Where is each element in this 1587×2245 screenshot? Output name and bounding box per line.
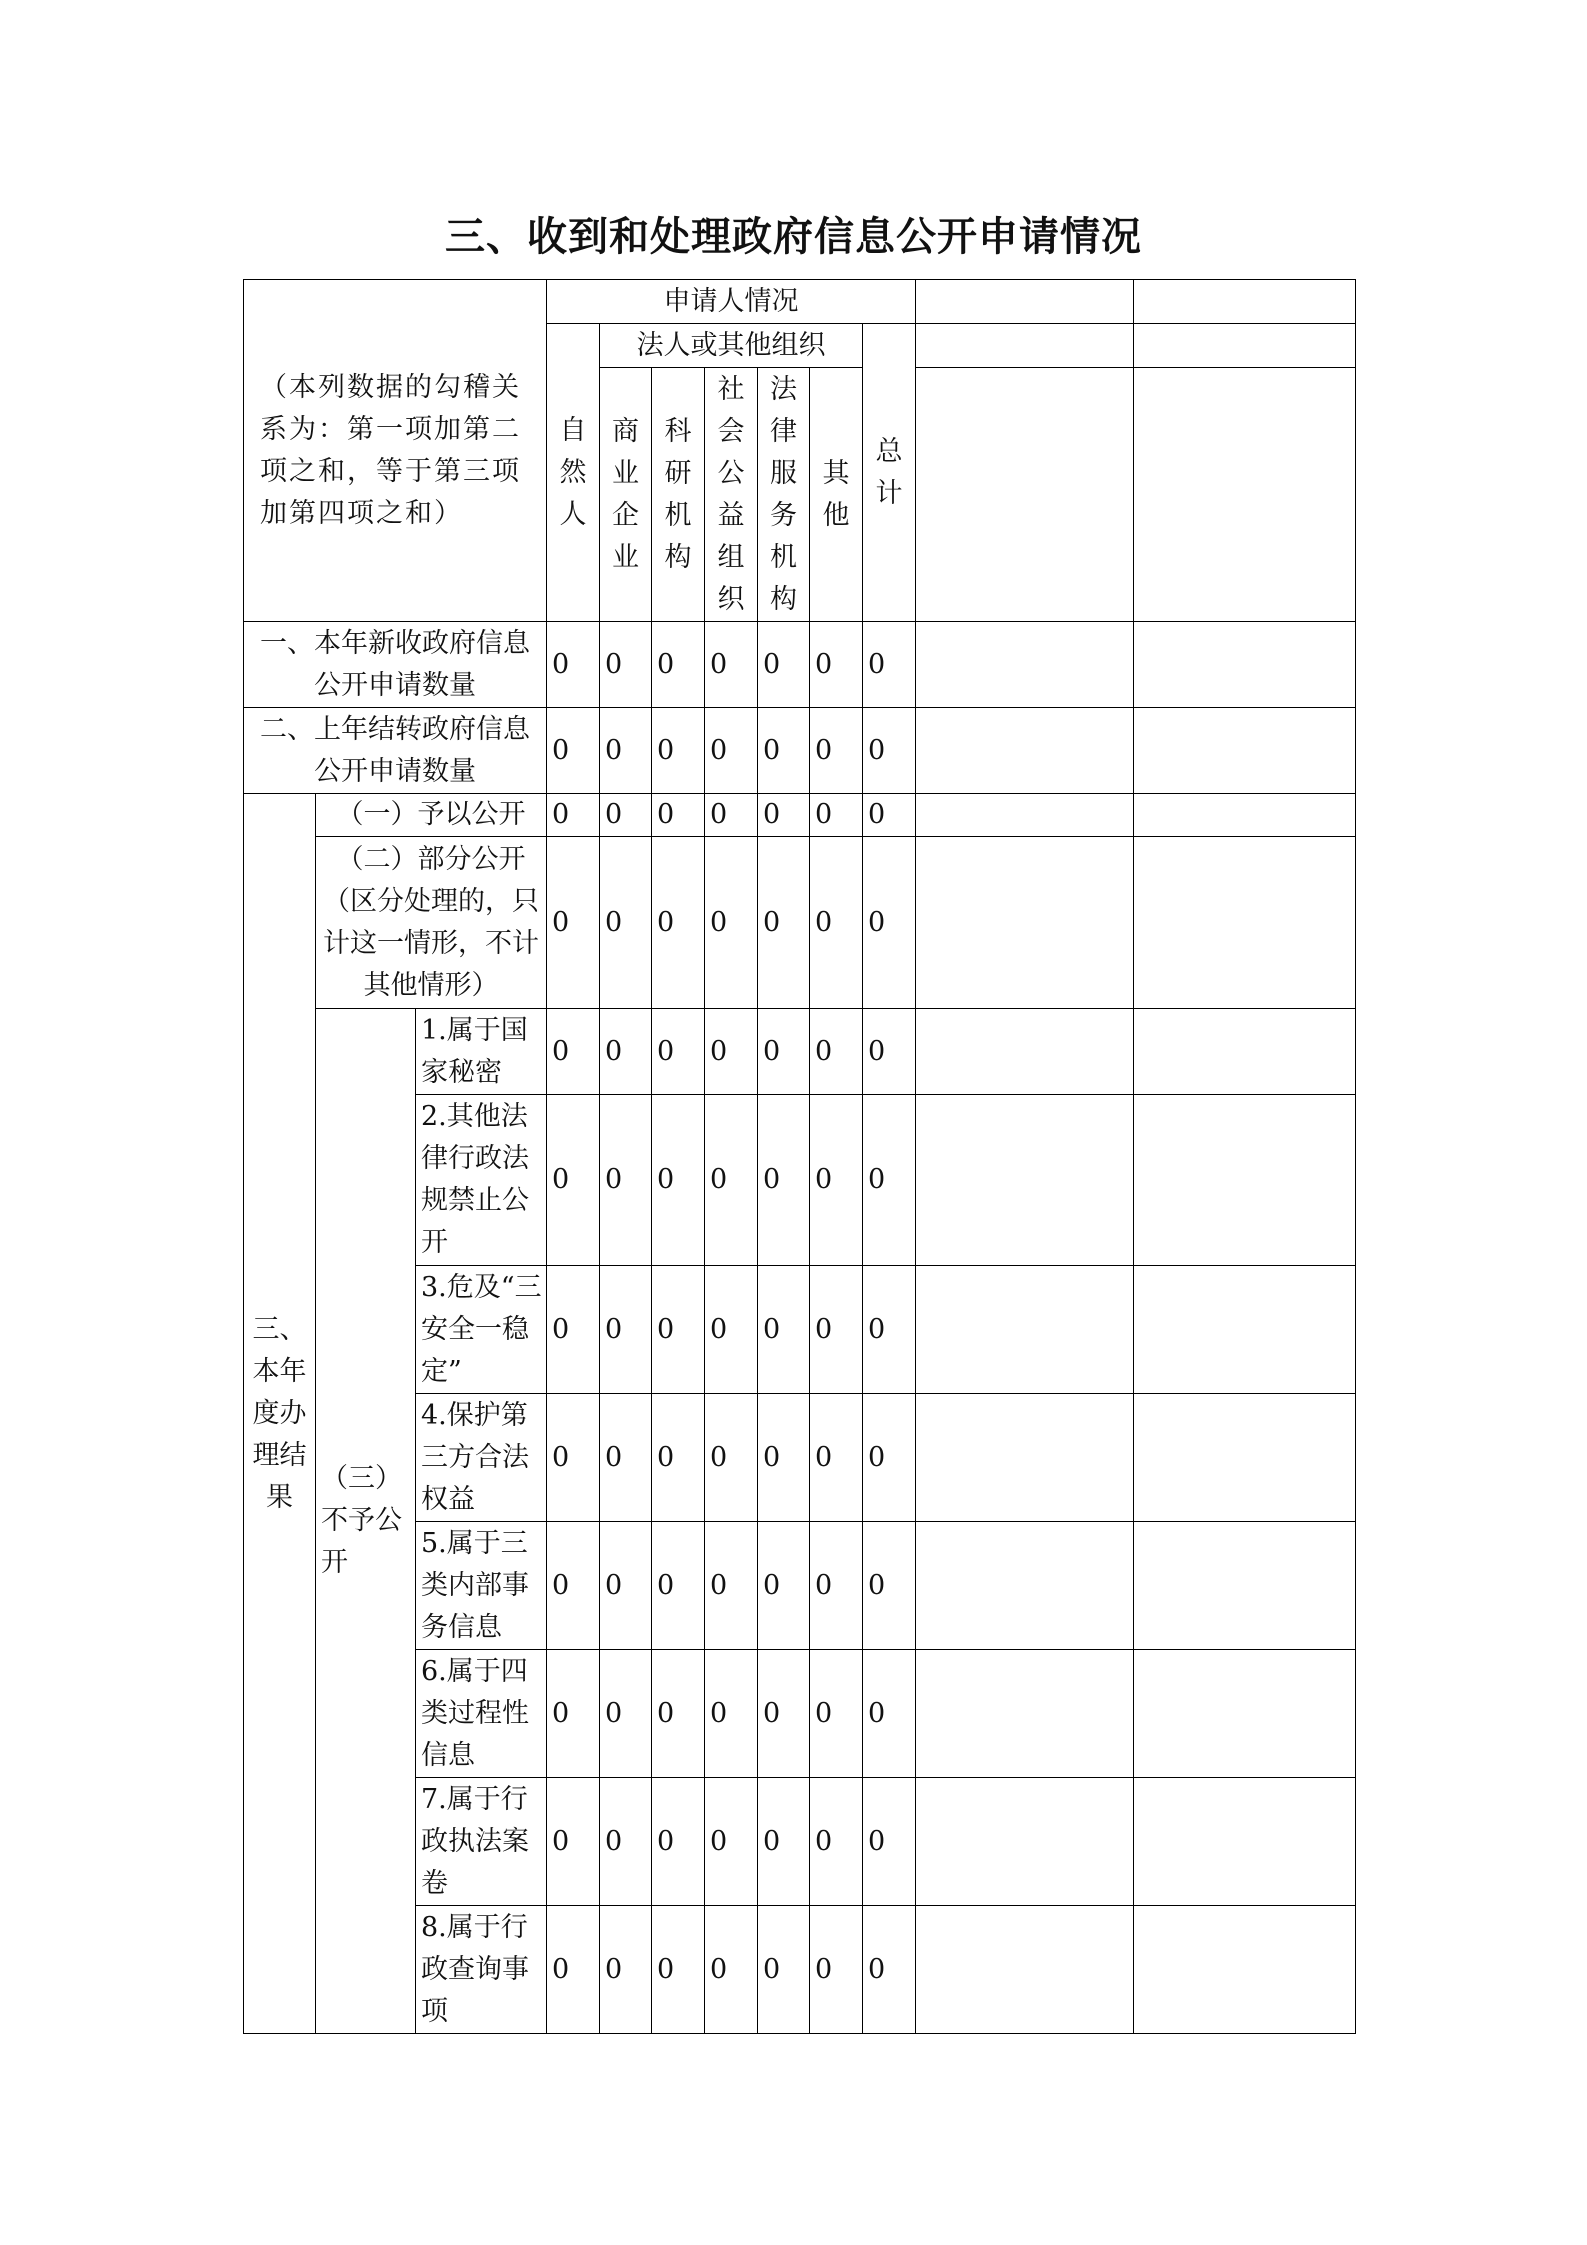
stacked-text-segment: 公 (717, 457, 745, 489)
stacked-text-segment: 益 (717, 499, 745, 531)
row-label-disclose: （一）予以公开 (316, 794, 547, 837)
value-cell: 0 (600, 1522, 652, 1650)
stacked-text-segment: （三） (321, 1463, 402, 1494)
header-total (863, 324, 916, 622)
stacked-text-segment: 律 (770, 415, 798, 447)
value-cell: 0 (652, 622, 705, 708)
value-cell: 0 (600, 794, 652, 837)
value-cell: 0 (600, 1394, 652, 1522)
value-cell: 0 (758, 1650, 810, 1778)
blank-cell (1134, 794, 1356, 837)
blank-cell (916, 837, 1134, 1009)
value-cell: 0 (863, 794, 916, 837)
blank-cell (1134, 1009, 1356, 1095)
row-label-section3 (244, 794, 316, 2034)
header-blank-cell (916, 368, 1134, 622)
value-cell: 0 (547, 708, 600, 794)
row-label-item: 8.属于行政查询事项 (416, 1906, 547, 2034)
value-cell: 0 (652, 1650, 705, 1778)
blank-cell (916, 708, 1134, 794)
value-cell: 0 (758, 1906, 810, 2034)
value-cell: 0 (652, 837, 705, 1009)
value-cell: 0 (758, 837, 810, 1009)
row-label-item: 2.其他法律行政法规禁止公开 (416, 1095, 547, 1266)
value-cell: 0 (758, 622, 810, 708)
value-cell: 0 (810, 1778, 863, 1906)
blank-cell (916, 1522, 1134, 1650)
value-cell: 0 (600, 1266, 652, 1394)
value-cell: 0 (758, 1266, 810, 1394)
header-blank-cell (916, 324, 1134, 368)
value-cell: 0 (547, 1095, 600, 1266)
stacked-text-segment: 总 (875, 435, 903, 467)
value-cell: 0 (863, 708, 916, 794)
stacked-text-segment: 织 (717, 583, 745, 615)
blank-cell (916, 1009, 1134, 1095)
stacked-text-segment: 理结 (252, 1439, 307, 1471)
header-legal-entity-group: 法人或其他组织 (600, 324, 863, 368)
value-cell: 0 (652, 1095, 705, 1266)
value-cell: 0 (863, 1778, 916, 1906)
table-row (244, 1009, 1356, 1095)
value-cell: 0 (810, 622, 863, 708)
blank-cell (1134, 1095, 1356, 1266)
value-cell: 0 (652, 1009, 705, 1095)
value-cell: 0 (652, 794, 705, 837)
stacked-text-segment: 组 (717, 541, 745, 573)
row-label-item: 3.危及“三安全一稳定” (416, 1266, 547, 1394)
header-social-welfare (705, 368, 758, 622)
row-label-carried-over: 二、上年结转政府信息公开申请数量 (244, 708, 547, 794)
row-label-not-disclose (316, 1009, 416, 2034)
stacked-text-segment: 开 (321, 1547, 348, 1578)
value-cell: 0 (810, 1522, 863, 1650)
value-cell: 0 (705, 1650, 758, 1778)
value-cell: 0 (652, 1778, 705, 1906)
table-row (244, 837, 1356, 1009)
value-cell: 0 (863, 1009, 916, 1095)
blank-cell (916, 1906, 1134, 2034)
stacked-text-segment: 商 (612, 415, 640, 447)
stacked-text-segment: 务 (770, 499, 798, 531)
value-cell: 0 (758, 794, 810, 837)
value-cell: 0 (547, 1778, 600, 1906)
value-cell: 0 (547, 1394, 600, 1522)
stacked-text-segment: 研 (664, 457, 692, 489)
stacked-text-segment: 其 (822, 457, 850, 489)
value-cell: 0 (547, 1266, 600, 1394)
value-cell: 0 (600, 708, 652, 794)
value-cell: 0 (600, 1009, 652, 1095)
value-cell: 0 (758, 1778, 810, 1906)
value-cell: 0 (705, 837, 758, 1009)
table-row (244, 708, 1356, 794)
value-cell: 0 (547, 1522, 600, 1650)
stacked-text-segment: 服 (770, 457, 798, 489)
row-label-item: 4.保护第三方合法权益 (416, 1394, 547, 1522)
header-natural-person (547, 324, 600, 622)
blank-cell (1134, 708, 1356, 794)
value-cell: 0 (810, 1394, 863, 1522)
value-cell: 0 (652, 1906, 705, 2034)
value-cell: 0 (863, 1522, 916, 1650)
value-cell: 0 (863, 1650, 916, 1778)
value-cell: 0 (810, 837, 863, 1009)
blank-cell (1134, 1778, 1356, 1906)
stacked-text-segment: 企 (612, 499, 640, 531)
value-cell: 0 (863, 837, 916, 1009)
header-blank-cell (1134, 324, 1356, 368)
row-label-item: 5.属于三类内部事务信息 (416, 1522, 547, 1650)
blank-cell (916, 1394, 1134, 1522)
stacked-text-segment: 三、 (252, 1313, 307, 1345)
blank-cell (916, 794, 1134, 837)
value-cell: 0 (758, 1522, 810, 1650)
value-cell: 0 (547, 1009, 600, 1095)
stacked-text-segment: 业 (612, 541, 640, 573)
value-cell: 0 (652, 1394, 705, 1522)
value-cell: 0 (758, 708, 810, 794)
value-cell: 0 (863, 1394, 916, 1522)
value-cell: 0 (758, 1009, 810, 1095)
blank-cell (1134, 622, 1356, 708)
blank-cell (1134, 1266, 1356, 1394)
value-cell: 0 (600, 1095, 652, 1266)
value-cell: 0 (547, 1906, 600, 2034)
value-cell: 0 (863, 1266, 916, 1394)
blank-cell (916, 1778, 1134, 1906)
header-legal-service (758, 368, 810, 622)
stacked-text-segment: 机 (770, 541, 798, 573)
stacked-text-segment: 构 (664, 541, 692, 573)
value-cell: 0 (705, 1394, 758, 1522)
stacked-text-segment: 机 (664, 499, 692, 531)
value-cell: 0 (600, 1906, 652, 2034)
value-cell: 0 (705, 1906, 758, 2034)
stacked-text-segment: 构 (770, 583, 798, 615)
value-cell: 0 (652, 708, 705, 794)
blank-cell (1134, 1522, 1356, 1650)
blank-cell (916, 1650, 1134, 1778)
value-cell: 0 (600, 837, 652, 1009)
value-cell: 0 (810, 1266, 863, 1394)
stacked-text-segment: 他 (822, 499, 850, 531)
value-cell: 0 (705, 1266, 758, 1394)
value-cell: 0 (810, 708, 863, 794)
stacked-text-segment: 本年 (252, 1355, 307, 1387)
row-label-item: 6.属于四类过程性信息 (416, 1650, 547, 1778)
header-blank-cell (1134, 368, 1356, 622)
row-label-item: 1.属于国家秘密 (416, 1009, 547, 1095)
value-cell: 0 (547, 794, 600, 837)
value-cell: 0 (758, 1394, 810, 1522)
blank-cell (1134, 837, 1356, 1009)
value-cell: 0 (705, 794, 758, 837)
header-note: （本列数据的勾稽关系为：第一项加第二项之和，等于第三项加第四项之和） (244, 280, 547, 622)
value-cell: 0 (863, 1906, 916, 2034)
value-cell: 0 (810, 1906, 863, 2034)
stacked-text-segment: 不予公 (321, 1505, 402, 1536)
value-cell: 0 (758, 1095, 810, 1266)
blank-cell (1134, 1394, 1356, 1522)
value-cell: 0 (810, 1009, 863, 1095)
stacked-text-segment: 社 (717, 373, 745, 405)
stacked-text-segment: 科 (664, 415, 692, 447)
stacked-text-segment: 法 (770, 373, 798, 405)
value-cell: 0 (705, 708, 758, 794)
row-label-new-requests: 一、本年新收政府信息公开申请数量 (244, 622, 547, 708)
blank-cell (916, 1095, 1134, 1266)
header-business (600, 368, 652, 622)
blank-cell (1134, 1906, 1356, 2034)
blank-cell (1134, 1650, 1356, 1778)
stacked-text-segment: 计 (875, 477, 903, 509)
value-cell: 0 (863, 622, 916, 708)
value-cell: 0 (705, 1009, 758, 1095)
value-cell: 0 (652, 1266, 705, 1394)
row-label-partial: （二）部分公开（区分处理的，只计这一情形，不计其他情形） (316, 837, 547, 1009)
value-cell: 0 (705, 1522, 758, 1650)
value-cell: 0 (547, 622, 600, 708)
stacked-text-segment: 人 (559, 498, 587, 530)
stacked-text-segment: 然 (559, 456, 587, 488)
header-blank-cell (916, 280, 1134, 324)
value-cell: 0 (705, 1095, 758, 1266)
stacked-text-segment: 业 (612, 457, 640, 489)
header-applicant-situation: 申请人情况 (547, 280, 916, 324)
value-cell: 0 (810, 1095, 863, 1266)
stacked-text-segment: 会 (717, 415, 745, 447)
value-cell: 0 (600, 1650, 652, 1778)
value-cell: 0 (600, 1778, 652, 1906)
value-cell: 0 (810, 1650, 863, 1778)
header-other (810, 368, 863, 622)
value-cell: 0 (705, 622, 758, 708)
header-research (652, 368, 705, 622)
blank-cell (916, 622, 1134, 708)
value-cell: 0 (600, 622, 652, 708)
stacked-text-segment: 度办 (252, 1397, 307, 1429)
blank-cell (916, 1266, 1134, 1394)
info-disclosure-table (243, 279, 1356, 2034)
value-cell: 0 (810, 794, 863, 837)
row-label-item: 7.属于行政执法案卷 (416, 1778, 547, 1906)
table-row (244, 794, 1356, 837)
value-cell: 0 (547, 837, 600, 1009)
value-cell: 0 (652, 1522, 705, 1650)
value-cell: 0 (547, 1650, 600, 1778)
stacked-text-segment: 自 (559, 414, 587, 446)
header-blank-cell (1134, 280, 1356, 324)
stacked-text-segment: 果 (266, 1481, 293, 1513)
value-cell: 0 (705, 1778, 758, 1906)
page-title: 三、收到和处理政府信息公开申请情况 (445, 214, 1142, 260)
value-cell: 0 (863, 1095, 916, 1266)
table-row (244, 622, 1356, 708)
